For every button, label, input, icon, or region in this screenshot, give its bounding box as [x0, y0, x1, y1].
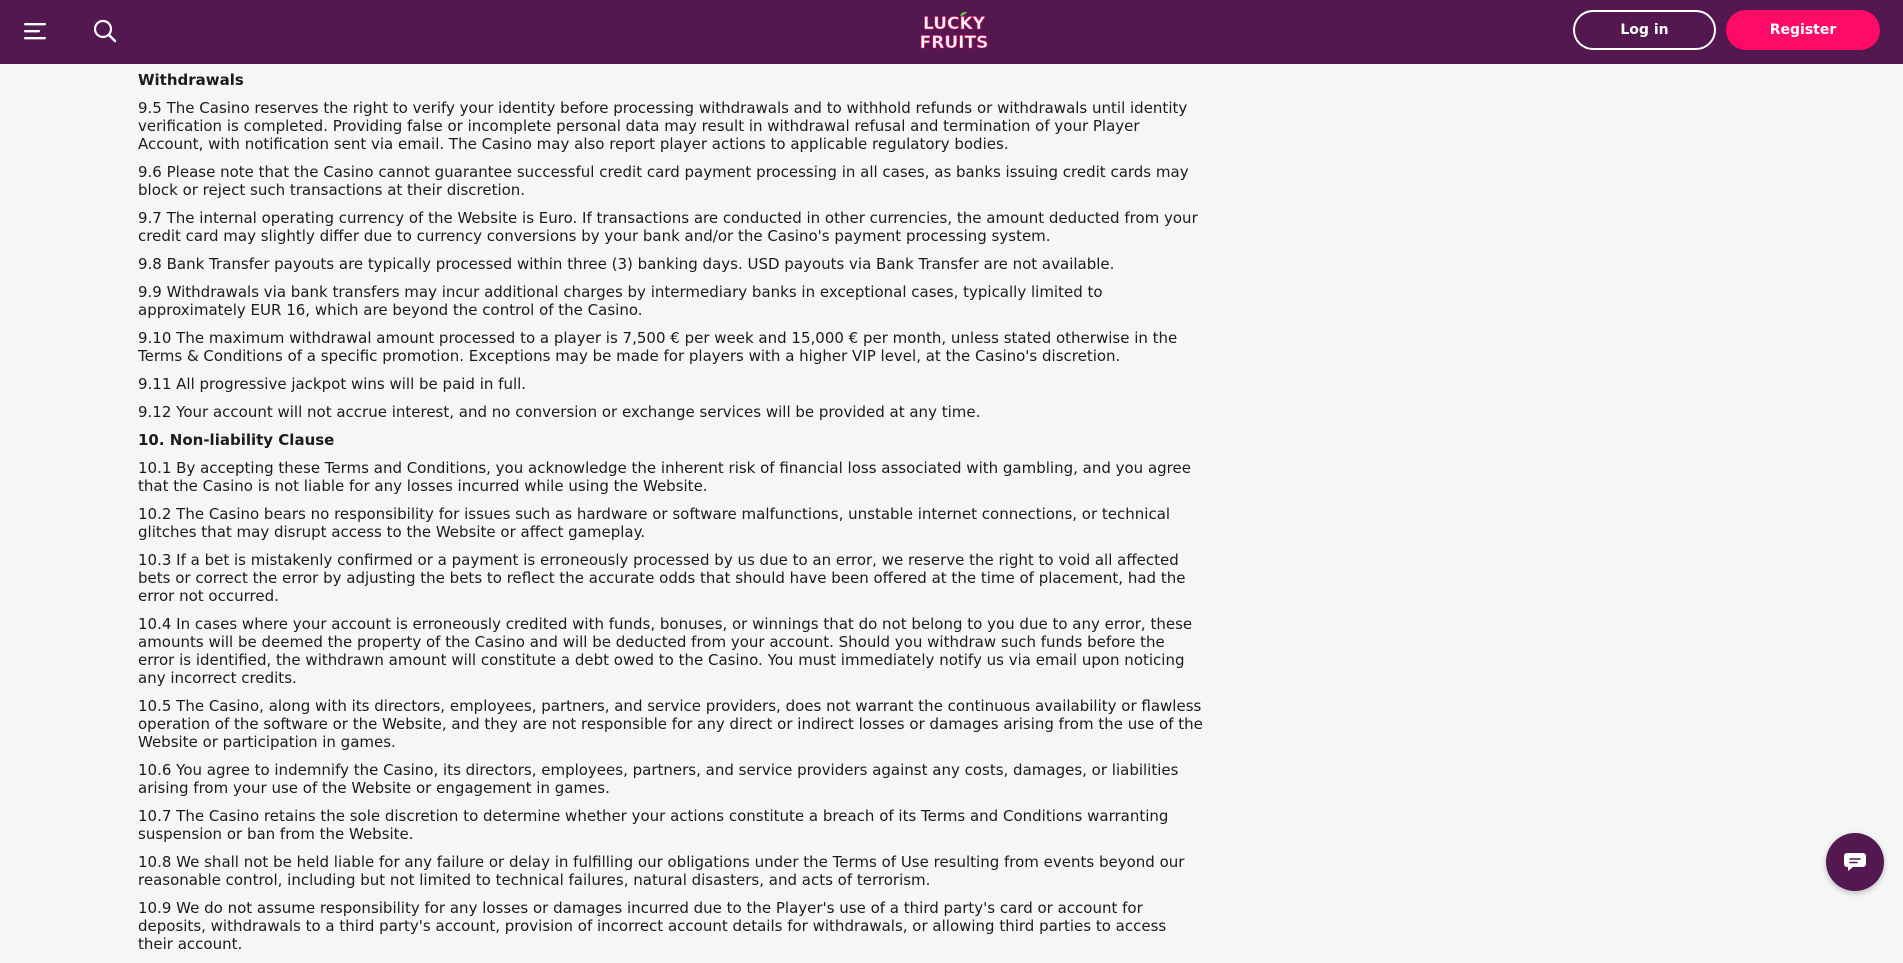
hamburger-menu-icon — [22, 17, 50, 45]
chat-bubble-icon — [1843, 851, 1867, 873]
withdrawals-heading: Withdrawals — [138, 71, 244, 89]
terms-paragraph: 10.7 The Casino retains the sole discretion to determine whether your actions constitute a breach of its Terms and Conditions warranting suspension or ban from the Website. — [138, 807, 1169, 843]
terms-paragraph: 10.1 By accepting these Terms and Conditions, you acknowledge the inherent risk of financial loss associated with gambling, and you agree that the Casino is not liable for any losses incurred while using the Website. — [138, 459, 1191, 495]
login-button[interactable]: Log in — [1573, 10, 1716, 50]
search-icon — [91, 17, 119, 45]
terms-paragraph: 9.12 Your account will not accrue interest, and no conversion or exchange services will be provided at any time. — [138, 403, 981, 421]
menu-button[interactable] — [22, 17, 50, 45]
terms-paragraph: 9.5 The Casino reserves the right to verify your identity before processing withdrawals and to withhold refunds or withdrawals until identity verification is completed. Providing false or incomplete personal data may result in withdrawal refusal and termination of your Player Account, with notification sent via email. The Casino may also report player actions to applicable regulatory bodies. — [138, 99, 1188, 153]
terms-content — [138, 66, 1204, 963]
search-button[interactable] — [91, 17, 119, 45]
terms-paragraph: 9.11 All progressive jackpot wins will be paid in full. — [138, 375, 527, 393]
terms-paragraph: 9.10 The maximum withdrawal amount processed to a player is 7,500 € per week and 15,000 € per month, unless stated otherwise in the Terms & Conditions of a specific promotion. Exceptions may be made for players with a higher VIP level, at the Casino's discretion. — [138, 329, 1178, 365]
svg-text:FRUITS: FRUITS — [919, 33, 989, 52]
chat-button[interactable] — [1826, 833, 1884, 891]
terms-paragraph: 9.6 Please note that the Casino cannot guarantee successful credit card payment processing in all cases, as banks issuing credit cards may block or reject such transactions at their discretion. — [138, 163, 1189, 199]
terms-paragraph: 9.8 Bank Transfer payouts are typically processed within three (3) banking days. USD payouts via Bank Transfer are not available. — [138, 255, 1115, 273]
nonliability-heading: 10. Non-liability Clause — [138, 431, 335, 449]
terms-paragraph: 10.5 The Casino, along with its directors, employees, partners, and service providers, does not warrant the continuous availability or flawless operation of the software or the Website, and they are not responsible for any direct or indirect losses or damages arising from the use of the Website or participation in games. — [138, 697, 1203, 751]
top-header — [0, 0, 1903, 64]
terms-paragraph: 10.3 If a bet is mistakenly confirmed or a payment is erroneously processed by us due to an error, we reserve the right to void all affected bets or correct the error by adjusting the bets to reflect the accurate odds that should have been offered at the time of placement, had the error not occurred. — [138, 551, 1186, 605]
logo-graphic — [916, 10, 992, 52]
terms-paragraph: 10.6 You agree to indemnify the Casino, its directors, employees, partners, and service providers against any costs, damages, or liabilities arising from your use of the Website or engagement in games. — [138, 761, 1179, 797]
svg-text:LUCKY: LUCKY — [923, 14, 985, 34]
lucky-fruits-logo[interactable] — [916, 10, 992, 52]
register-button[interactable]: Register — [1726, 10, 1880, 50]
terms-paragraph: 10.2 The Casino bears no responsibility for issues such as hardware or software malfunctions, unstable internet connections, or technical glitches that may disrupt access to the Website or affect gameplay. — [138, 505, 1171, 541]
terms-paragraph: 10.9 We do not assume responsibility for any losses or damages incurred due to the Player's use of a third party's card or account for deposits, withdrawals to a third party's account, provision of incorrect account details for withdrawals, or allowing third parties to access their account. — [138, 899, 1167, 953]
terms-paragraph: 9.7 The internal operating currency of the Website is Euro. If transactions are conducted in other currencies, the amount deducted from your credit card may slightly differ due to currency conversions by your bank and/or the Casino's payment processing system. — [138, 209, 1198, 245]
terms-paragraph: 10.4 In cases where your account is erroneously credited with funds, bonuses, or winnings that do not belong to you due to any error, these amounts will be deemed the property of the Casino and will be deducted from your account. Should you withdraw such funds before the error is identified, the withdrawn amount will constitute a debt owed to the Casino. You must immediately notify us via email upon noticing any incorrect credits. — [138, 615, 1193, 687]
terms-paragraph: 9.9 Withdrawals via bank transfers may incur additional charges by intermediary banks in exceptional cases, typically limited to approximately EUR 16, which are beyond the control of the Casino. — [138, 283, 1103, 319]
terms-paragraph: 10.8 We shall not be held liable for any failure or delay in fulfilling our obligations under the Terms of Use resulting from events beyond our reasonable control, including but not limited to technical failures, natural disasters, and acts of terrorism. — [138, 853, 1185, 889]
